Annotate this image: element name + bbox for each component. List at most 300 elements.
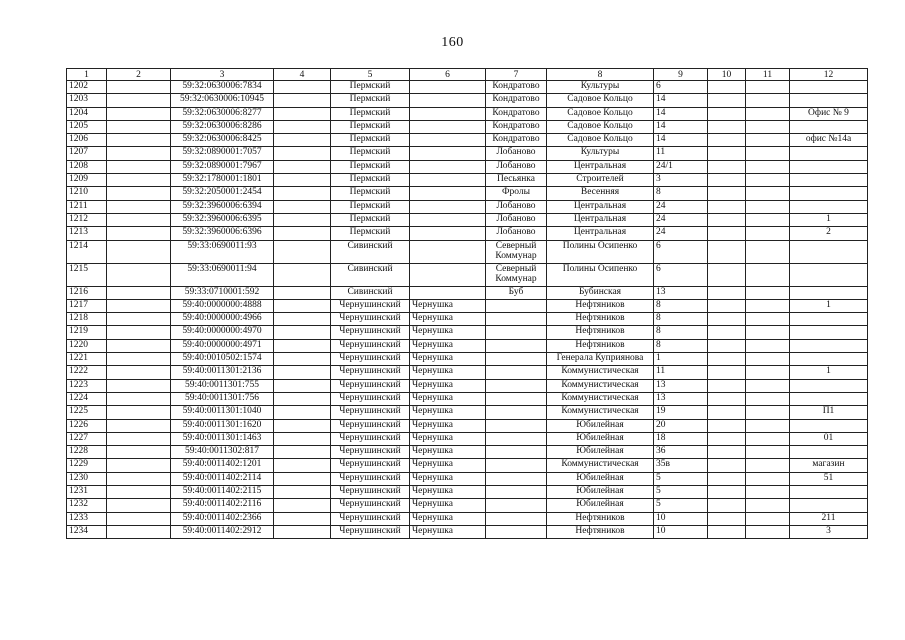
- table-row: [67, 486, 868, 499]
- cell-col-2: [107, 286, 171, 299]
- cell-house-number: 6: [654, 81, 708, 94]
- cell-row-number: 1212: [67, 213, 107, 226]
- cell-col-11: [746, 263, 790, 286]
- cell-settlement: Буб: [486, 286, 547, 299]
- cell-premises: 1: [790, 299, 868, 312]
- cell-premises: [790, 263, 868, 286]
- cell-row-number: 1205: [67, 120, 107, 133]
- cell-col-11: [746, 299, 790, 312]
- cell-col-10: [708, 286, 746, 299]
- cell-house-number: 14: [654, 94, 708, 107]
- cell-street: Коммунистическая: [547, 366, 654, 379]
- table-row: [67, 353, 868, 366]
- cell-col-2: [107, 200, 171, 213]
- cell-city: Чернушка: [410, 326, 486, 339]
- cell-col-4: [274, 419, 331, 432]
- column-header-11: 11: [746, 69, 790, 81]
- cell-col-4: [274, 213, 331, 226]
- cell-cadastral-number: 59:32:0630006:7834: [171, 81, 274, 94]
- cell-city: [410, 107, 486, 120]
- cell-col-11: [746, 240, 790, 263]
- cell-cadastral-number: 59:40:0011402:2366: [171, 512, 274, 525]
- column-header-5: 5: [331, 69, 410, 81]
- cell-col-2: [107, 134, 171, 147]
- cell-col-10: [708, 353, 746, 366]
- cell-col-4: [274, 406, 331, 419]
- cell-col-10: [708, 512, 746, 525]
- cell-settlement: [486, 472, 547, 485]
- cell-col-2: [107, 213, 171, 226]
- cell-city: [410, 174, 486, 187]
- cell-settlement: [486, 419, 547, 432]
- table-row: [67, 326, 868, 339]
- cell-settlement: [486, 313, 547, 326]
- cell-house-number: 8: [654, 339, 708, 352]
- cell-city: [410, 227, 486, 240]
- cell-cadastral-number: 59:40:0000000:4970: [171, 326, 274, 339]
- column-header-9: 9: [654, 69, 708, 81]
- cell-col-4: [274, 94, 331, 107]
- cell-cadastral-number: 59:40:0000000:4971: [171, 339, 274, 352]
- cell-col-2: [107, 392, 171, 405]
- cell-col-11: [746, 160, 790, 173]
- cell-col-11: [746, 432, 790, 445]
- cell-district: Пермский: [331, 227, 410, 240]
- cell-settlement: [486, 392, 547, 405]
- cell-col-2: [107, 299, 171, 312]
- cell-house-number: 10: [654, 512, 708, 525]
- cell-row-number: 1204: [67, 107, 107, 120]
- cell-col-10: [708, 432, 746, 445]
- cell-col-11: [746, 472, 790, 485]
- cell-settlement: Лобаново: [486, 200, 547, 213]
- cell-col-4: [274, 525, 331, 538]
- cell-premises: [790, 174, 868, 187]
- cell-col-11: [746, 213, 790, 226]
- cell-col-10: [708, 147, 746, 160]
- cell-city: Чернушка: [410, 459, 486, 472]
- cell-cadastral-number: 59:32:0630006:8425: [171, 134, 274, 147]
- table-row: [67, 472, 868, 485]
- cell-premises: магазин: [790, 459, 868, 472]
- cell-col-11: [746, 107, 790, 120]
- table-row: [67, 94, 868, 107]
- cell-street: Полины Осипенко: [547, 240, 654, 263]
- table-row: [67, 446, 868, 459]
- cell-street: Нефтяников: [547, 313, 654, 326]
- cell-cadastral-number: 59:32:0890001:7057: [171, 147, 274, 160]
- cell-house-number: 24: [654, 200, 708, 213]
- cell-col-10: [708, 486, 746, 499]
- cell-district: Чернушинский: [331, 432, 410, 445]
- cell-col-11: [746, 419, 790, 432]
- cell-row-number: 1202: [67, 81, 107, 94]
- cell-col-10: [708, 107, 746, 120]
- table-row: [67, 299, 868, 312]
- table-row: [67, 81, 868, 94]
- cell-row-number: 1207: [67, 147, 107, 160]
- cell-house-number: 8: [654, 313, 708, 326]
- cell-house-number: 8: [654, 326, 708, 339]
- cell-col-4: [274, 326, 331, 339]
- cell-settlement: Северный Коммунар: [486, 263, 547, 286]
- page-number: 160: [441, 35, 464, 50]
- table-row: [67, 120, 868, 133]
- cell-house-number: 24: [654, 213, 708, 226]
- cell-street: Коммунистическая: [547, 392, 654, 405]
- cell-district: Сивинский: [331, 240, 410, 263]
- column-header-10: 10: [708, 69, 746, 81]
- cell-col-10: [708, 213, 746, 226]
- cell-premises: [790, 81, 868, 94]
- cell-street: Юбилейная: [547, 499, 654, 512]
- cell-col-2: [107, 326, 171, 339]
- cell-row-number: 1233: [67, 512, 107, 525]
- cell-district: Чернушинский: [331, 525, 410, 538]
- cell-house-number: 19: [654, 406, 708, 419]
- cell-col-2: [107, 187, 171, 200]
- table-row: [67, 174, 868, 187]
- column-header-12: 12: [790, 69, 868, 81]
- cell-district: Чернушинский: [331, 353, 410, 366]
- cell-district: Сивинский: [331, 286, 410, 299]
- cell-house-number: 5: [654, 486, 708, 499]
- cell-district: Чернушинский: [331, 472, 410, 485]
- cell-premises: [790, 120, 868, 133]
- cell-city: Чернушка: [410, 486, 486, 499]
- cell-premises: 51: [790, 472, 868, 485]
- cell-premises: 2: [790, 227, 868, 240]
- cell-row-number: 1228: [67, 446, 107, 459]
- cell-cadastral-number: 59:32:1780001:1801: [171, 174, 274, 187]
- table-row: [67, 406, 868, 419]
- cell-col-4: [274, 227, 331, 240]
- cell-district: Пермский: [331, 81, 410, 94]
- cell-city: [410, 120, 486, 133]
- cell-street: Культуры: [547, 81, 654, 94]
- cell-row-number: 1226: [67, 419, 107, 432]
- cell-col-10: [708, 94, 746, 107]
- cell-cadastral-number: 59:32:0630006:10945: [171, 94, 274, 107]
- cell-col-4: [274, 446, 331, 459]
- cell-street: Садовое Кольцо: [547, 134, 654, 147]
- cell-col-11: [746, 120, 790, 133]
- cell-col-4: [274, 81, 331, 94]
- cell-district: Чернушинский: [331, 446, 410, 459]
- cell-col-10: [708, 313, 746, 326]
- cell-house-number: 24: [654, 227, 708, 240]
- cell-settlement: [486, 339, 547, 352]
- cell-col-11: [746, 525, 790, 538]
- cell-district: Чернушинский: [331, 392, 410, 405]
- cell-city: [410, 94, 486, 107]
- column-header-6: 6: [410, 69, 486, 81]
- cell-district: Пермский: [331, 120, 410, 133]
- table-header: [67, 69, 868, 81]
- cell-premises: П1: [790, 406, 868, 419]
- cell-col-10: [708, 120, 746, 133]
- cell-city: Чернушка: [410, 299, 486, 312]
- cell-street: Полины Осипенко: [547, 263, 654, 286]
- cell-house-number: 6: [654, 240, 708, 263]
- cell-premises: [790, 147, 868, 160]
- cell-street: Строителей: [547, 174, 654, 187]
- cell-premises: 01: [790, 432, 868, 445]
- cell-premises: [790, 313, 868, 326]
- cell-street: Генерала Куприянова: [547, 353, 654, 366]
- cell-col-10: [708, 187, 746, 200]
- cell-col-11: [746, 147, 790, 160]
- cell-col-4: [274, 472, 331, 485]
- table-row: [67, 213, 868, 226]
- cell-premises: [790, 379, 868, 392]
- cell-district: Чернушинский: [331, 459, 410, 472]
- table-row: [67, 525, 868, 538]
- cell-col-4: [274, 313, 331, 326]
- cell-street: Юбилейная: [547, 486, 654, 499]
- cell-district: Чернушинский: [331, 299, 410, 312]
- cell-col-11: [746, 313, 790, 326]
- cell-row-number: 1203: [67, 94, 107, 107]
- cell-col-11: [746, 459, 790, 472]
- cell-cadastral-number: 59:33:0690011:94: [171, 263, 274, 286]
- cell-cadastral-number: 59:33:0710001:592: [171, 286, 274, 299]
- cell-city: [410, 160, 486, 173]
- cell-col-11: [746, 379, 790, 392]
- cell-city: [410, 200, 486, 213]
- cell-city: Чернушка: [410, 406, 486, 419]
- cell-house-number: 13: [654, 392, 708, 405]
- cell-col-4: [274, 263, 331, 286]
- cell-cadastral-number: 59:40:0011301:756: [171, 392, 274, 405]
- cell-col-2: [107, 419, 171, 432]
- cell-row-number: 1220: [67, 339, 107, 352]
- cell-city: [410, 81, 486, 94]
- cell-cadastral-number: 59:40:0011301:1463: [171, 432, 274, 445]
- cell-house-number: 13: [654, 286, 708, 299]
- cell-col-11: [746, 406, 790, 419]
- cell-settlement: Кондратово: [486, 107, 547, 120]
- cell-premises: 3: [790, 525, 868, 538]
- cell-settlement: [486, 366, 547, 379]
- cell-col-4: [274, 286, 331, 299]
- cell-col-2: [107, 313, 171, 326]
- cell-row-number: 1224: [67, 392, 107, 405]
- cell-premises: [790, 286, 868, 299]
- cell-row-number: 1211: [67, 200, 107, 213]
- cell-col-11: [746, 286, 790, 299]
- cell-row-number: 1230: [67, 472, 107, 485]
- cell-city: Чернушка: [410, 525, 486, 538]
- cell-house-number: 3: [654, 174, 708, 187]
- cell-col-10: [708, 366, 746, 379]
- cell-col-11: [746, 326, 790, 339]
- cell-city: [410, 147, 486, 160]
- table-row: [67, 459, 868, 472]
- cell-col-4: [274, 134, 331, 147]
- cell-row-number: 1223: [67, 379, 107, 392]
- cell-street: Нефтяников: [547, 326, 654, 339]
- cell-col-4: [274, 107, 331, 120]
- cell-city: Чернушка: [410, 353, 486, 366]
- cell-street: Весенняя: [547, 187, 654, 200]
- cell-city: Чернушка: [410, 432, 486, 445]
- cell-settlement: [486, 512, 547, 525]
- cell-premises: 1: [790, 366, 868, 379]
- cell-cadastral-number: 59:32:0630006:8286: [171, 120, 274, 133]
- cell-col-11: [746, 499, 790, 512]
- cell-premises: 211: [790, 512, 868, 525]
- cell-row-number: 1229: [67, 459, 107, 472]
- cell-col-10: [708, 240, 746, 263]
- cell-district: Сивинский: [331, 263, 410, 286]
- cell-district: Пермский: [331, 107, 410, 120]
- cell-settlement: Песьянка: [486, 174, 547, 187]
- cell-house-number: 5: [654, 499, 708, 512]
- table-row: [67, 187, 868, 200]
- cell-col-10: [708, 81, 746, 94]
- cell-row-number: 1217: [67, 299, 107, 312]
- cell-col-2: [107, 525, 171, 538]
- cell-cadastral-number: 59:32:2050001:2454: [171, 187, 274, 200]
- cell-street: Коммунистическая: [547, 379, 654, 392]
- cell-col-10: [708, 263, 746, 286]
- table-row: [67, 147, 868, 160]
- cell-settlement: Лобаново: [486, 160, 547, 173]
- cell-col-2: [107, 94, 171, 107]
- cell-premises: [790, 200, 868, 213]
- cell-city: Чернушка: [410, 512, 486, 525]
- cell-col-11: [746, 81, 790, 94]
- cell-house-number: 18: [654, 432, 708, 445]
- cell-district: Чернушинский: [331, 339, 410, 352]
- cell-settlement: [486, 499, 547, 512]
- cell-settlement: Лобаново: [486, 213, 547, 226]
- cell-col-4: [274, 339, 331, 352]
- cell-cadastral-number: 59:40:0000000:4966: [171, 313, 274, 326]
- cell-col-11: [746, 200, 790, 213]
- cell-city: Чернушка: [410, 379, 486, 392]
- cell-district: Пермский: [331, 147, 410, 160]
- cell-premises: [790, 499, 868, 512]
- table-row: [67, 134, 868, 147]
- cell-col-10: [708, 392, 746, 405]
- cell-house-number: 10: [654, 525, 708, 538]
- cell-col-4: [274, 174, 331, 187]
- cell-col-10: [708, 227, 746, 240]
- cell-settlement: [486, 353, 547, 366]
- cell-house-number: 20: [654, 419, 708, 432]
- cell-district: Пермский: [331, 187, 410, 200]
- cell-city: Чернушка: [410, 392, 486, 405]
- cell-city: Чернушка: [410, 313, 486, 326]
- cell-col-2: [107, 107, 171, 120]
- cell-row-number: 1215: [67, 263, 107, 286]
- cell-street: Нефтяников: [547, 339, 654, 352]
- cell-col-4: [274, 392, 331, 405]
- cell-house-number: 35в: [654, 459, 708, 472]
- cell-settlement: Кондратово: [486, 94, 547, 107]
- cell-settlement: Северный Коммунар: [486, 240, 547, 263]
- cell-city: [410, 213, 486, 226]
- cell-city: [410, 286, 486, 299]
- cell-col-4: [274, 187, 331, 200]
- cell-settlement: [486, 326, 547, 339]
- cell-premises: [790, 160, 868, 173]
- cell-row-number: 1214: [67, 240, 107, 263]
- cell-settlement: Лобаново: [486, 227, 547, 240]
- cell-city: Чернушка: [410, 446, 486, 459]
- cell-col-4: [274, 299, 331, 312]
- cell-street: Центральная: [547, 160, 654, 173]
- table-row: [67, 160, 868, 173]
- cell-street: Бубинская: [547, 286, 654, 299]
- cell-street: Нефтяников: [547, 299, 654, 312]
- cell-col-4: [274, 459, 331, 472]
- cell-col-2: [107, 486, 171, 499]
- cell-settlement: Кондратово: [486, 120, 547, 133]
- cell-settlement: [486, 299, 547, 312]
- cell-premises: [790, 326, 868, 339]
- table-row: [67, 432, 868, 445]
- cell-premises: [790, 392, 868, 405]
- cell-col-10: [708, 525, 746, 538]
- cell-col-4: [274, 120, 331, 133]
- cell-premises: [790, 94, 868, 107]
- cell-col-2: [107, 406, 171, 419]
- cell-premises: [790, 339, 868, 352]
- cell-street: Садовое Кольцо: [547, 94, 654, 107]
- cell-cadastral-number: 59:32:3960006:6395: [171, 213, 274, 226]
- cell-col-4: [274, 160, 331, 173]
- cell-cadastral-number: 59:32:0890001:7967: [171, 160, 274, 173]
- cell-cadastral-number: 59:40:0011301:1620: [171, 419, 274, 432]
- cell-col-10: [708, 299, 746, 312]
- table-row: [67, 227, 868, 240]
- cell-house-number: 14: [654, 120, 708, 133]
- cell-cadastral-number: 59:40:0011301:1040: [171, 406, 274, 419]
- cell-col-10: [708, 446, 746, 459]
- cell-city: [410, 263, 486, 286]
- cell-district: Чернушинский: [331, 406, 410, 419]
- cell-row-number: 1234: [67, 525, 107, 538]
- column-header-7: 7: [486, 69, 547, 81]
- cell-house-number: 11: [654, 366, 708, 379]
- cell-settlement: [486, 432, 547, 445]
- cell-cadastral-number: 59:40:0010502:1574: [171, 353, 274, 366]
- cell-premises: [790, 187, 868, 200]
- cell-house-number: 14: [654, 107, 708, 120]
- cell-col-10: [708, 472, 746, 485]
- cell-col-4: [274, 200, 331, 213]
- cell-row-number: 1210: [67, 187, 107, 200]
- cell-col-10: [708, 419, 746, 432]
- cell-street: Юбилейная: [547, 472, 654, 485]
- table-row: [67, 240, 868, 263]
- cell-house-number: 8: [654, 299, 708, 312]
- cell-col-10: [708, 160, 746, 173]
- cell-settlement: [486, 379, 547, 392]
- cell-col-2: [107, 459, 171, 472]
- cell-row-number: 1216: [67, 286, 107, 299]
- cell-district: Чернушинский: [331, 419, 410, 432]
- cell-house-number: 13: [654, 379, 708, 392]
- cell-col-4: [274, 240, 331, 263]
- table-row: [67, 263, 868, 286]
- cell-premises: [790, 240, 868, 263]
- cell-col-11: [746, 187, 790, 200]
- cell-house-number: 8: [654, 187, 708, 200]
